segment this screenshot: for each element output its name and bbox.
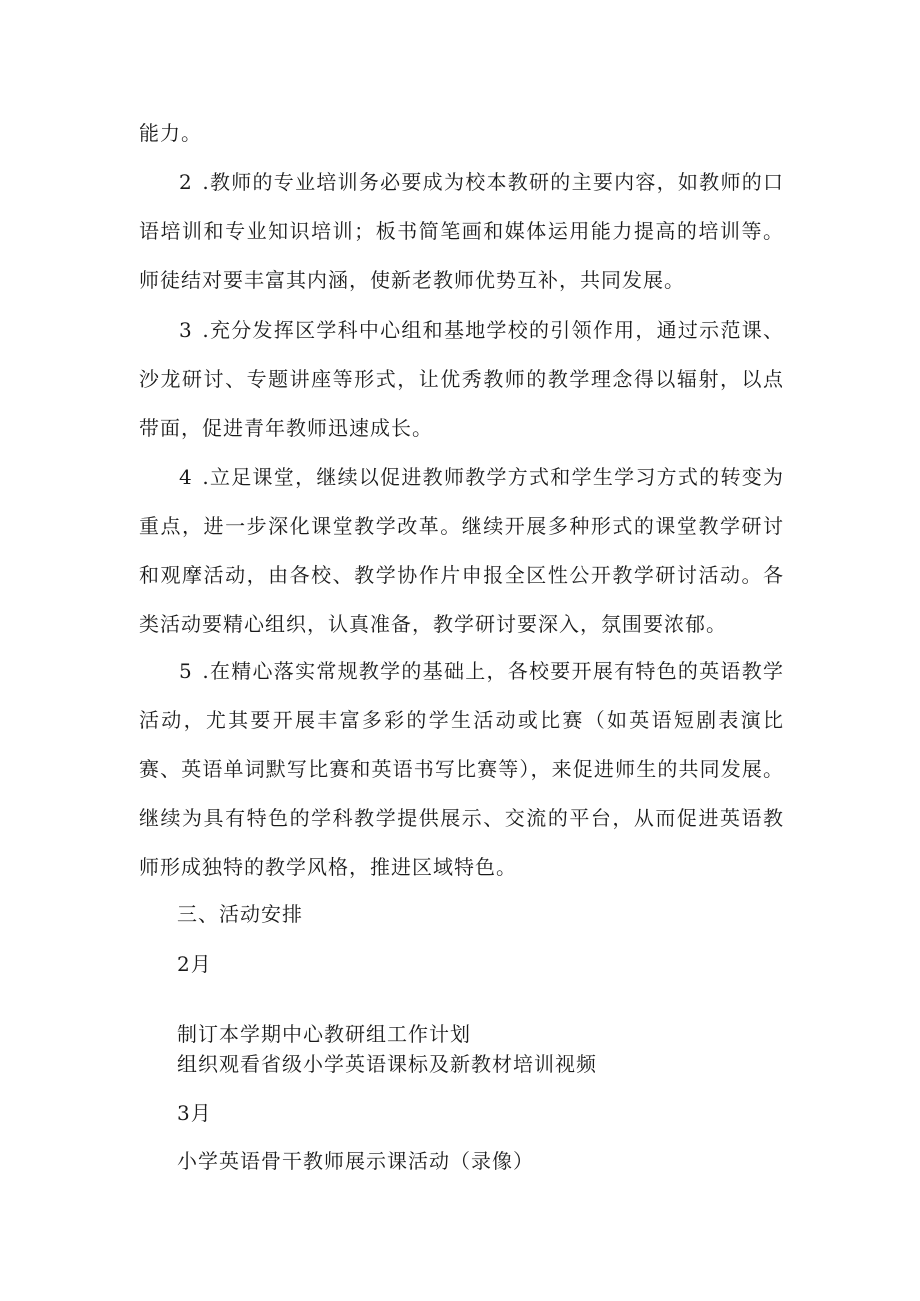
paragraph-text: .在精心落实常规教学的基础上，各校要开展有特色的英语教学活动，尤其要开展丰富多彩的学生活动或比赛（如英语短剧表演比赛、英语单词默写比赛和英语书写比赛等），来促进师生的共同发展。继续为具有特色的学科教学提供展示、交流的平台，从而促进英语教师形成独特的教学风格，推进区域特色。 (139, 659, 784, 879)
paragraph-continuation (139, 109, 784, 158)
paragraph-item-5 (139, 647, 784, 892)
paragraph-number: 4 (179, 465, 193, 489)
schedule-item: 小学英语骨干教师展示课活动（录像） (177, 1149, 534, 1173)
paragraph-item-4 (139, 453, 784, 649)
paragraph-number: 3 (179, 318, 193, 342)
paragraph-item-3 (139, 306, 784, 453)
schedule-month-mar: 3月 (177, 1101, 212, 1125)
paragraph-text: .充分发挥区学科中心组和基地学校的引领作用，通过示范课、沙龙研讨、专题讲座等形式，让优秀教师的教学理念得以辐射，以点带面，促进青年教师迅速成长。 (139, 318, 784, 440)
paragraph-item-2 (139, 158, 784, 305)
paragraph-text: .立足课堂，继续以促进教师教学方式和学生学习方式的转变为重点，进一步深化课堂教学改革。继续开展多种形式的课堂教学研讨和观摩活动，由各校、教学协作片申报全区性公开教学研讨活动。各类活动要精心组织，认真准备，教学研讨要深入，氛围要浓郁。 (139, 465, 784, 636)
paragraph-number: 5 (179, 659, 193, 683)
paragraph-text: .教师的专业培训务必要成为校本教研的主要内容，如教师的口语培训和专业知识培训；板书简笔画和媒体运用能力提高的培训等。师徒结对要丰富其内涵，使新老教师优势互补，共同发展。 (139, 170, 784, 292)
paragraph-text: 能力。 (139, 121, 202, 145)
schedule-item: 制订本学期中心教研组工作计划 (177, 1022, 471, 1046)
schedule-month-feb: 2月 (177, 952, 212, 976)
paragraph-number: 2 (179, 170, 193, 194)
schedule-item: 组织观看省级小学英语课标及新教材培训视频 (177, 1052, 597, 1076)
section-heading: 三、活动安排 (177, 902, 303, 926)
